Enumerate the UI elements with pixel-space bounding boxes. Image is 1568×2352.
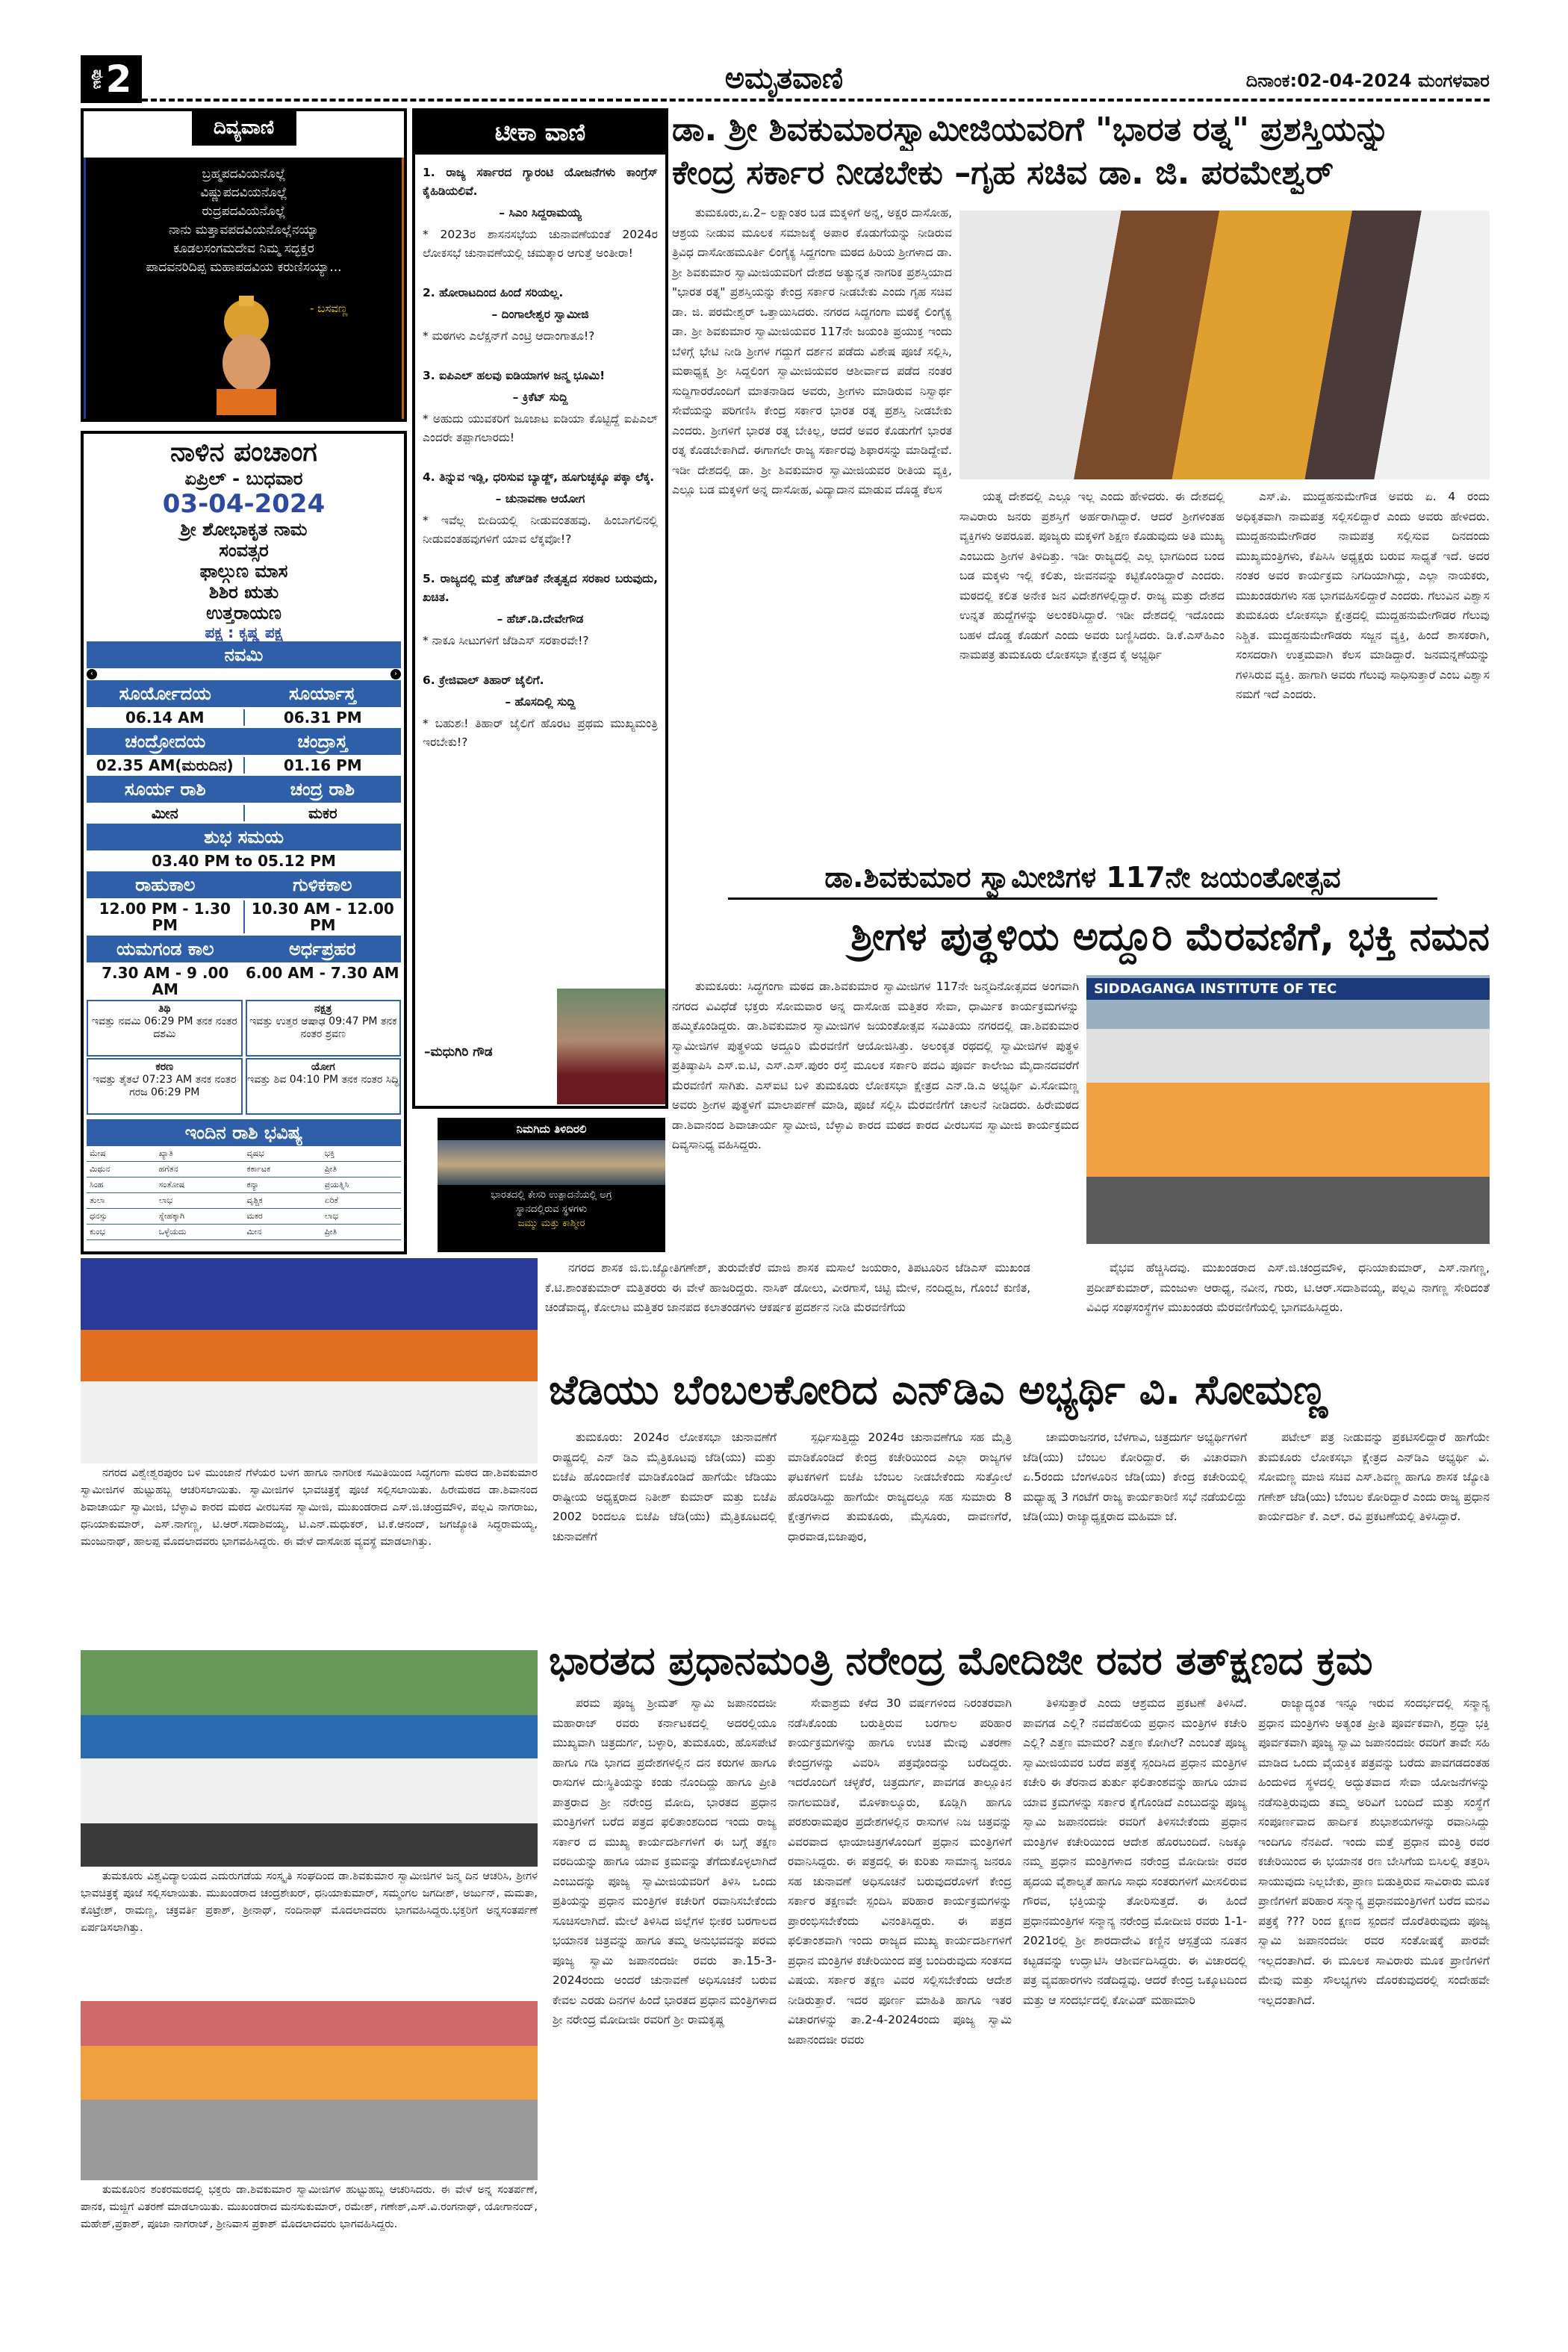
moonset-label: ಚಂದ್ರಾಸ್ತ <box>297 731 348 752</box>
teeka-quote: 4. ತಿನ್ನುವ ಇಡ್ಲಿ, ಧರಿಸುವ ಬ್ಯಾಡ್ಜ್, ಹೂಗುಚ್ಛಕ್ಕೂ ಪಕ್ಕಾ ಲೆಕ್ಕ. <box>423 470 655 484</box>
panchanga-date: 03-04-2024 <box>162 489 326 519</box>
gulika-time: 10.30 AM - 12.00 PM <box>251 900 394 934</box>
kashmir-lake-image <box>438 1140 665 1185</box>
paksha: ಪಕ್ಷ : ಕೃಷ್ಣ ಪಕ್ಷ <box>205 623 283 641</box>
article3-col4: ಪಟೇಲ್ ಪತ್ರ ನೀಡುವನ್ನು ಪ್ರಕಟಿಸಲಿದ್ದಾರೆ ಹಾಗೆಯೇ ತುಮಕೂರು ಲೋಕಸಭಾ ಕ್ಷೇತ್ರದ ಎನ್‌ಡಿಎ ಅಭ್ಯರ್ಥಿ ವಿ. ಸೋಮಣ್ಣ ಮಾಜಿ ಸಚಿವ ಎಸ್.ಶಿವಣ್ಣ ಹಾಗೂ ಶಾಸಕ ಜ್ಯೋತಿ ಗಣೇಶ್ ಜೆಡಿ(ಯು) ಬೆಂಬಲ ಕೋರಿದ್ದಾರೆ ಎಂದು ರಾಜ್ಯ ಪ್ರಧಾನ ಕಾರ್ಯದರ್ಶಿ ಕೆ. ಎಲ್. ರವಿ ಪ್ರಕಟಣೆಯಲ್ಲಿ ತಿಳಿಸಿದ್ದಾರೆ. <box>1258 1431 1490 1523</box>
rashi-prediction: ಪ್ರಯತ್ನಿಸಿ <box>322 1177 401 1193</box>
nimagidu-title: ನಿಮಗಿದು ತಿಳಿದಿರಲಿ <box>516 1122 587 1136</box>
teeka-quote: 6. ಕ್ರೇಜಿವಾಲ್ ತಿಹಾರ್ ಜೈಲಿಗೆ. <box>423 673 544 687</box>
teeka-quote: 2. ಹೋರಾಟದಿಂದ ಹಿಂದೆ ಸರಿಯಲ್ಲ. <box>423 286 564 299</box>
article4-col2: ಸೇವಾಶ್ರಮ ಕಳೆದ 30 ವರ್ಷಗಳಿಂದ ನಿರಂತರವಾಗಿ ನಡೆಸಿಕೊಂಡು ಬರುತ್ತಿರುವ ಬರಗಾಲ ಪರಿಹಾರ ಕಾರ್ಯಕ್ರಮಗಳನ್ನು ಹಾಗೂ ಉಚಿತ ಮೇವು ವಿತರಣಾ ಕೇಂದ್ರಗಳನ್ನು ವಿವರಿಸಿ ಪತ್ರವೊಂದನ್ನು ಬರೆದಿದ್ದರು. ಇದರೊಂದಿಗೆ ಚಳ್ಳಕೆರೆ, ಚಿತ್ರದುರ್ಗ, ಪಾವಗಡ ತಾಲ್ಲೂಕಿನ ನಾಗಲಮಡಿಕೆ, ಮೊಳಕಾಲ್ಮೂರು, ಕೂಡ್ಲಿಗಿ ಹಾಗೂ ಪರಶುರಾಮಪುರ ಪ್ರದೇಶಗಳಲ್ಲಿನ ರಾಸುಗಳ ನಿಜ ಚಿತ್ರವನ್ನು ವಿವರವಾದ ಛಾಯಾಚಿತ್ರಗಳೊಂದಿಗೆ ಪ್ರಧಾನ ಮಂತ್ರಿಗಳಿಗೆ ರವಾನಿಸಿದ್ದರು. ಈ ಪತ್ರದಲ್ಲಿ ಈ ಕುರಿತು ಸಾಮಾನ್ಯ ಜನರೂ ಸಹ ಚುನಾವಣೆ ಅಧಿಸೂಚನೆ ಬರುವುದರೊಳಗೆ ಕೇಂದ್ರ ಸರ್ಕಾರ ತಕ್ಷಣವೇ ಸ್ಪಂದಿಸಿ ಪರಿಹಾರ ಕಾರ್ಯಕ್ರಮಗಳನ್ನು ಪ್ರಾರಂಭಿಸಬೇಕೆಂದು ವಿನಂತಿಸಿದ್ದರು. ಈ ಪತ್ರದ ಫಲಿತಾಂಶವಾಗಿ ಇಂದು ರಾಜ್ಯದ ಮುಖ್ಯ ಕಾರ್ಯದರ್ಶಿಗಳಿಗೆ ಪ್ರಧಾನ ಮಂತ್ರಿಗಳ ಕಚೇರಿಯಿಂದ ಪತ್ರ ಬಂದಿರುವುದು ಸಂತಸದ ವಿಷಯ. ಸರ್ಕಾರ ತಕ್ಷಣ ವಿವರ ಸಲ್ಲಿಸಬೇಕೆಂದು ಆದೇಶ ನೀಡಿರುತ್ತಾರೆ. ಇದರ ಪೂರ್ಣ ಮಾಹಿತಿ ಹಾಗೂ ಇತರ ವಿಚಾರಗಳನ್ನು ತಾ.2-4-2024ರಂದು ಪೂಜ್ಯ ಸ್ವಾಮಿ ಜಪಾನಂದಜೀ ರವರು <box>788 1696 1012 2047</box>
teeka-source: – ಹೆಚ್.ಡಿ.ದೇವೇಗೌಡ <box>497 612 584 626</box>
shubha-label: ಶುಭ ಸಮಯ <box>87 824 401 850</box>
teeka-source: – ಸಿಎಂ ಸಿದ್ದರಾಮಯ್ಯ <box>499 206 582 220</box>
article4-col4: ರಾಜ್ಯಾದ್ಯಂತ ಇನ್ನೂ ಇರುವ ಸಂದರ್ಭದಲ್ಲಿ ಸನ್ಮಾನ್ಯ ಪ್ರಧಾನ ಮಂತ್ರಿಗಳು ಅತ್ಯಂತ ಪ್ರೀತಿ ಪೂರ್ವಕವಾಗಿ, ಶ್ರದ್ಧಾ ಭಕ್ತಿ ಪೂರ್ವಕವಾಗಿ ಪೂಜ್ಯ ಸ್ವಾಮಿ ಜಪಾನಂದಜೀ ರವರಿಗೆ ತಾವೇ ಸಹಿ ಮಾಡಿದ ಒಂದು ವೈಯಕ್ತಿಕ ಪತ್ರವನ್ನು ಬರೆದು ಪಾವಗಡದಂತಹ ಹಿಂದುಳಿದ ಸ್ಥಳದಲ್ಲಿ ಅದ್ಭುತವಾದ ಸೇವಾ ಯೋಜನೆಗಳನ್ನು ನಡೆಸುತ್ತಿರುವುದು ತಮ್ಮ ಅರಿವಿಗೆ ಬಂದಿದೆ ಮತ್ತು ಸಂಸ್ಥೆಗೆ ಸಂಪೂರ್ಣವಾದ ಹಾರ್ದಿಕ ಶುಭಾಶಯಗಳನ್ನು ರವಾನಿಸಿದ್ದು ಇಂದಿಗೂ ನೆನಪಿದೆ. ಇಂದು ಮತ್ತೆ ಪ್ರಧಾನ ಮಂತ್ರಿ ರವರ ಕಚೇರಿಯಿಂದ ಈ ಭಯಾನಕ ರಣ ಬೇಸಿಗೆಯ ಬಿಸಿಲಲ್ಲಿ ತತ್ತರಿಸಿ ಸಾಯುವುದು ನಿಲ್ಲಬೇಕು, ಪ್ರಾಣ ಬಿಡುತ್ತಿರುವ ಸಾವಿರಾರು ಮೂಕ ಪ್ರಾಣಿಗಳಿಗೆ ಪರಿಹಾರ ಸನ್ಮಾನ್ಯ ಪ್ರಧಾನಮಂತ್ರಿಗಳಿಗೆ ಬರೆದ ಮನವಿ ಪತ್ರಕ್ಕೆ ??? ರಿಂದ ಕ್ಷಣದ ಸ್ಪಂದನೆ ದೊರೆತಿರುವುದು ಪೂಜ್ಯ ಸ್ವಾಮಿ ಜಪಾನಂದಜೀ ರವರ ಸಂತೋಷಕ್ಕೆ ಪಾರವೇ ಇಲ್ಲದಂತಾಗಿದೆ. ಈ ಮೂಲಕ ಸಾವಿರಾರು ಮೂಕ ಪ್ರಾಣಿಗಳಿಗೆ ಮೇವು ಮತ್ತು ಸೌಲಭ್ಯಗಳು ದೊರಕುವುದರಲ್ಲಿ ಸಂದೇಹವೇ ಇಲ್ಲದಂತಾಗಿದೆ. <box>1258 1696 1490 2007</box>
chandra-rashi-label: ಚಂದ್ರ ರಾಶಿ <box>290 779 355 800</box>
divyavani-quote <box>84 158 404 419</box>
moonrise-time: 02.35 AM(ಮರುದಿನ) <box>87 757 245 774</box>
teeka-quote: 5. ರಾಜ್ಯದಲ್ಲಿ ಮತ್ತೆ ಹೆಚ್‌ಡಿಕೆ ನೇತೃತ್ವದ ಸರಕಾರ ಬರುವುದು, ಖಚಿತ. <box>423 572 658 604</box>
nimagidu-line: ಭಾರತದಲ್ಲಿ ಕೇಸರಿ ಉತ್ಪಾದನೆಯಲ್ಲಿ ಅಗ್ರ <box>491 1189 612 1201</box>
rashi-sign: ವೃಷಭ <box>244 1146 322 1162</box>
rahu-time: 12.00 PM - 1.30 PM <box>87 900 245 933</box>
rashi-sign: ಮಕರ <box>244 1209 322 1225</box>
article1-headline-line1: ಡಾ. ಶ್ರೀ ಶಿವಕುಮಾರಸ್ವಾಮೀಜಿಯವರಿಗೆ "ಭಾರತ ರತ್ನ" ಪ್ರಶಸ್ತಿಯನ್ನು <box>672 111 1390 149</box>
karana-title: ಕರಣ <box>155 1061 174 1073</box>
rashi-prediction: ಸ್ನೇಹಕ್ಕಾಗಿ <box>156 1209 244 1225</box>
yama-time: 7.30 AM - 9 .00 AM <box>102 964 229 998</box>
gulika-label: ಗುಳಿಕಕಾಲ <box>293 874 352 895</box>
article2-col1: ತುಮಕೂರು: ಸಿದ್ಧಗಂಗಾ ಮಠದ ಡಾ.ಶಿವಕುಮಾರ ಸ್ವಾಮೀಜಿಗಳ 117ನೇ ಜನ್ಮದಿನೋತ್ಸವದ ಅಂಗವಾಗಿ ನಗರದ ವಿವಿಧೆಡೆ ಭಕ್ತರು ಸೋಮವಾರ ಅನ್ನ ದಾಸೋಹ ಮತ್ತಿತರ ಸೇವಾ, ಧಾರ್ಮಿಕ ಕಾರ್ಯಕ್ರಮಗಳನ್ನು ಹಮ್ಮಿಕೊಂಡಿದ್ದರು. ಡಾ.ಶಿವಕುಮಾರ ಸ್ವಾಮೀಜಿಗಳ ಜಯಂತೋತ್ಸವ ಸಮಿತಿಯು ನಗರದಲ್ಲಿ ಡಾ.ಶಿವಕುಮಾರ ಸ್ವಾಮೀಜಿಗಳ ಪುತ್ಥಳಿಯ ಅದ್ದೂರಿ ಮೆರವಣಿಗೆ ಆಯೋಜಿಸಿತ್ತು. ಅಲಂಕೃತ ರಥದಲ್ಲಿ ಸ್ವಾಮೀಜಿಗಳ ಪುತ್ಥಳಿ ಪ್ರತಿಷ್ಠಾಪಿಸಿ ಎಸ್.ಐ.ಟಿ, ಎಸ್.ಎಸ್.ಪುರಂ ರಸ್ತೆ ಮೂಲಕ ಸರ್ಕಾರಿ ಪದವಿ ಪೂರ್ವ ಕಾಲೇಜು ಮೈದಾನದವರೆಗೆ ಮೆರವಣಿಗೆ ಸಾಗಿತು. ಎಸ್‌ಐಟಿ ಬಳಿ ತುಮಕೂರು ಲೋಕಸಭಾ ಕ್ಷೇತ್ರದ ಎನ್.ಡಿ.ಎ ಅಭ್ಯರ್ಥಿ ವಿ.ಸೋಮಣ್ಣ ಅವರು ಶ್ರೀಗಳ ಪುತ್ಥಳಿಗೆ ಮಾಲಾರ್ಪಣೆ ಮಾಡಿ, ಪೂಜೆ ಸಲ್ಲಿಸಿ ಮೆರವಣಿಗೆಗೆ ಚಾಲನೆ ನೀಡಿದರು. ಹಿರೇಮಠದ ಡಾ.ಶಿವಾನಂದ ಶಿವಾಚಾರ್ಯ ಸ್ವಾಮೀಜಿ, ಬೆಳ್ಳಾವಿ ಕಾರದ ಮಠದ ಕಾರದ ವೀರಬಸವ ಸ್ವಾಮೀಜಿ ಕಾರ್ಯಕ್ರಮದ ದಿವ್ಯಸಾನಿಧ್ಯ ವಹಿಸಿದ್ದರು. <box>672 980 1079 1151</box>
rashi-sign: ಮೀನ <box>244 1225 322 1240</box>
rashi-prediction: ಹಗೆತನ <box>156 1162 244 1177</box>
rashi-sign: ಮೇಷ <box>87 1146 156 1162</box>
yoga-title: ಯೋಗ <box>311 1061 335 1073</box>
article4-col3: ತಿಳಿಸುತ್ತಾರೆ ಎಂದು ಆಶ್ರಮದ ಪ್ರಕಟಣೆ ತಿಳಿಸಿದೆ. ಪಾವಗಡ ಎಲ್ಲಿ? ನವದೆಹಲಿಯ ಪ್ರಧಾನ ಮಂತ್ರಿಗಳ ಕಚೇರಿ ಎಲ್ಲಿ? ಎತ್ತಣ ಮಾಮರ? ಎತ್ತಣ ಕೋಗಿಲೆ? ಎಂಬಂತೆ ಪೂಜ್ಯ ಸ್ವಾಮೀಜಿಯವರ ಬರೆದ ಪತ್ರಕ್ಕೆ ಸ್ಪಂದಿಸಿದ ಪ್ರಧಾನ ಮಂತ್ರಿಗಳ ಕಚೇರಿ ಈ ತೆರನಾದ ತುರ್ತು ಫಲಿತಾಂಶವನ್ನು ಹಾಗೂ ಯಾವ ಯಾವ ಕ್ರಮಗಳನ್ನು ಸರ್ಕಾರ ಕೈಗೊಂಡಿದೆ ಎಂಬುದನ್ನು ಪೂಜ್ಯ ಸ್ವಾಮಿ ಜಪಾನಂದಜೀ ರವರಿಗೆ ತಿಳಿಸಬೇಕೆಂದು ಪ್ರಧಾನ ಮಂತ್ರಿಗಳ ಕಚೇರಿಯಿಂದ ಆದೇಶ ಹೊರಬಂದಿದೆ. ನಿಜಕ್ಕೂ ನಮ್ಮ ಪ್ರಧಾನ ಮಂತ್ರಿಗಳಾದ ನರೇಂದ್ರ ಮೋದೀಜೀ ರವರ ಹೃದಯ ವೈಶಾಲ್ಯತೆ ಹಾಗೂ ಸಾಧು ಸಂತರುಗಳಿಗೆ ಮೀಸಲಿರುವ ಗೌರವ, ಭಕ್ತಿಯನ್ನು ತೋರಿಸುತ್ತದೆ. ಈ ಹಿಂದೆ ಪ್ರಧಾನಮಂತ್ರಿಗಳ ಸನ್ಮಾನ್ಯ ನರೇಂದ್ರ ಮೋದೀಜಿ ರವರು 1-1-2021ರಲ್ಲಿ ಶ್ರೀ ಶಾರದಾದೇವಿ ಕಣ್ಣಿನ ಆಸ್ಪತ್ರೆಯ ನೂತನ ಕಟ್ಟಡವನ್ನು ಉದ್ಘಾಟಿಸಿ ಆಶೀರ್ವದಿಸಿದ್ದರು. ಈ ವಿಚಾರದಲ್ಲಿ ಪತ್ರ ವ್ಯವಹಾರಗಳು ನಡೆದಿದ್ದವು. ಆದರೆ ಕೇಂದ್ರ ಒಕ್ಕೂಟದಿಂದ ಮತ್ತು ಆ ಸಂದರ್ಭದಲ್ಲಿ ಕೋವಿಡ್ ಮಹಾಮಾರಿ <box>1023 1696 1247 2007</box>
table-row <box>87 1162 401 1177</box>
tithi-title: ತಿಥಿ <box>158 1003 171 1015</box>
sunset-label: ಸೂರ್ಯಾಸ್ತ <box>289 683 356 704</box>
header-divider <box>142 99 1490 102</box>
teeka-quote: 1. ರಾಜ್ಯ ಸರ್ಕಾರದ ಗ್ಯಾರಂಟಿ ಯೋಜನೆಗಳು ಕಾಂಗ್ರೆಸ್ ಕೈಹಿಡಿಯಲಿವೆ. <box>423 166 658 198</box>
panchanga-month-day: ಏಪ್ರಿಲ್ - ಬುಧವಾರ <box>184 468 303 489</box>
teeka-quote: 3. ಐಪಿಎಲ್ ಹಲವು ಐಡಿಯಾಗಳ ಜನ್ಮ ಭೂಮಿ! <box>423 369 606 382</box>
rashi-prediction: ಭಕ್ತಿ <box>322 1146 401 1162</box>
table-row <box>87 1193 401 1209</box>
sunrise-label: ಸೂರ್ಯೋದಯ <box>119 683 211 704</box>
rashi-sign: ತುಲಾ <box>87 1193 156 1209</box>
article4-headline: ಭಾರತದ ಪ್ರಧಾನಮಂತ್ರಿ ನರೇಂದ್ರ ಮೋದಿಜೀ ರವರ ತತ್‌ಕ್ಷಣದ ಕ್ರಮ <box>549 1639 1373 1684</box>
ritu: ಶಿಶಿರ ಋತು <box>208 582 279 603</box>
nakshatra-text: ಇವತ್ತು ಉತ್ತರ ಆಷಾಢ 09:47 PM ತನಕ ನಂತರ ಶ್ರವಣ <box>249 1015 397 1040</box>
article3-headline: ಜೆಡಿಯು ಬೆಂಬಲಕೋರಿದ ಎನ್‌ಡಿಎ ಅಭ್ಯರ್ಥಿ ವಿ. ಸೋಮಣ್ಣ <box>549 1366 1328 1413</box>
quote-line: ಪಾದವನರಿದಿಪ್ಪ ಮಹಾಪದವಿಯ ಕರುಣಿಸಯ್ಯಾ... <box>146 260 342 275</box>
teeka-comment: * 2023ರ ಶಾಸನಸಭೆಯ ಚುನಾವಣೆಯಂತೆ 2024ರ ಲೋಕಸಭೆ ಚುನಾವಣೆಯಲ್ಲಿ ಚಮತ್ಕಾರ ಆಗುತ್ತೆ ಅಂತೀರಾ! <box>423 228 658 260</box>
next-arrow-icon[interactable]: › <box>391 669 401 679</box>
tithi-bar: ನವಮಿ <box>87 641 401 668</box>
masthead: ಅಮೃತವಾಣಿ <box>724 61 844 96</box>
article1-col2: ಯತ್ನ ದೇಶದಲ್ಲಿ ಎಲ್ಲೂ ಇಲ್ಲ ಎಂದು ಹೇಳಿದರು. ಈ ದೇಶದಲ್ಲಿ ಸಾವಿರಾರು ಜನರು ಪ್ರಶಸ್ತಿಗೆ ಅರ್ಹರಾಗಿದ್ದಾರೆ. ಆದರೆ ಶ್ರೀಗಳಂತಹ ವ್ಯಕ್ತಿಗಳು ಅಪರೂಪ. ಪೂಜ್ಯರು ಮಕ್ಕಳಿಗೆ ಶಿಕ್ಷಣ ಕೊಡುವುದು ಅತಿ ಮುಖ್ಯ ಎಂಬುದು ಶ್ರೀಗಳ ತಿಳಿದಿತ್ತು. ಇಡೀ ರಾಜ್ಯದಲ್ಲಿ ಎಲ್ಲ ಭಾಗದಿಂದ ಬಂದ ಬಡ ಮಕ್ಕಳು ಇಲ್ಲಿ ಕಲಿತು, ಜೀವನವನ್ನು ಕಟ್ಟಿಕೊಂಡಿದ್ದಾರೆ ಎಂದರು. ಮಠದಲ್ಲಿ ಕಲಿತ ಅನೇಕ ಜನ ವಿದೇಶಗಳಲ್ಲಿದ್ದಾರೆ. ರಾಜ್ಯ ಮತ್ತು ದೇಶದ ಉನ್ನತ ಹುದ್ದೆಗಳನ್ನು ಅಲಂಕರಿಸಿದ್ದಾರೆ. ಇಡೀ ದೇಶದಲ್ಲಿ ಇದೊಂದು ಬಹಳ ದೊಡ್ಡ ಕೊಡುಗೆ ಎಂದು ಅವರು ಬಣ್ಣಿಸಿದರು. ಡಿ.ಕೆ.ಎಸ್‌ಹಿಎಂ ನಾಮಪತ್ರ ತುಮಕೂರು ಲೋಕಸಭಾ ಕ್ಷೇತ್ರದ ಕೈ ಅಭ್ಯರ್ಥಿ <box>959 490 1225 662</box>
rashi-sign: ಧನಸ್ಸು <box>87 1209 156 1225</box>
birthday-celebration-photo-2 <box>81 1650 538 1867</box>
page-number: 2 <box>105 57 132 101</box>
teeka-source: – ಹೊಸದಿಲ್ಲಿ ಸುದ್ದಿ <box>505 695 576 709</box>
quote-line: ಕೂಡಲಸಂಗಮದೇವ ನಿಮ್ಮ ಸದ್ಭಕ್ತರ <box>173 241 314 256</box>
quote-line: ಬ್ರಹ್ಮಪದವಿಯನೊಲ್ಲೆ <box>202 167 286 181</box>
article3-col2: ಸ್ಪರ್ಧಿಸುತ್ತಿದ್ದು 2024ರ ಚುನಾವಣೆಗೂ ಸಹ ಮೈತ್ರಿ ಮಾಡಿಕೊಂಡಿದೆ ಕೇಂದ್ರ ಕಚೇರಿಯಿಂದ ಎಲ್ಲಾ ರಾಜ್ಯಗಳ ಘಟಕಗಳಿಗೆ ಬಿಜೆಪಿ ಬೆಂಬಲ ನೀಡಬೇಕೆಂದು ಸುತ್ತೋಲೆ ಹೊರಡಿಸಿದ್ದು ಹಾಗೆಯೇ ರಾಜ್ಯದಲ್ಲೂ ಸಹ ಸುಮಾರು 8 ಕ್ಷೇತ್ರಗಳಾದ ತುಮಕೂರು, ಮೈಸೂರು, ದಾವಣಗೆರೆ, ಧಾರವಾಡ,ಬಿಜಾಪುರ, <box>788 1431 1012 1543</box>
basavanna-illustration <box>198 296 295 415</box>
teeka-comment: * ಅಹುದು ಯುವಕರಿಗೆ ಜೂಜಾಟ ಐಡಿಯಾ ಕೊಟ್ಟಿದ್ದೆ ಐಪಿಎಲ್ ಎಂದರೇ ತಪ್ಪಾಗಲಾರದು! <box>423 412 658 444</box>
teeka-vani-title: ಟೀಕಾ ವಾಣಿ <box>415 111 665 155</box>
table-row <box>87 1146 401 1162</box>
photo-caption-3: ತುಮಕೂರಿನ ಶಂಕರಮಠದಲ್ಲಿ ಭಕ್ತರು ಡಾ.ಶಿವಕುಮಾರ ಸ್ವಾಮೀಜಿಗಳ ಹುಟ್ಟುಹಬ್ಬ ಆಚರಿಸಿದರು. ಈ ವೇಳೆ ಅನ್ನ ಸಂತರ್ಪಣೆ, ಪಾನಕ, ಮಜ್ಜಿಗೆ ವಿತರಣೆ ಮಾಡಲಾಯಿತು. ಮುಖಂಡರಾದ ಮನಸುಕುಮಾರ್, ರಮೇಶ್, ಗಣೇಶ್,ಎಸ್.ವಿ.ರಂಗನಾಥ್, ಯೋಗಾನಂದ್, ಮಹೇಶ್,ಪ್ರಕಾಶ್, ಪೂಜಾ ನಾಗರಾಜ್, ಶ್ರೀನಿವಾಸ ಪ್ರಕಾಶ್ ಮೊದಲಾದವರು ಭಾಗವಹಿಸಿದ್ದರು. <box>81 2184 538 2230</box>
rashi-prediction: ಪ್ರೀತಿ <box>322 1225 401 1240</box>
karana-text: ಇವತ್ತು ತೈತಲೆ 07:23 AM ತನಕ ನಂತರ ಗರಜ 06:29 PM <box>93 1074 237 1098</box>
surya-rashi-label: ಸೂರ್ಯ ರಾಶಿ <box>124 779 206 800</box>
ardha-time: 6.00 AM - 7.30 AM <box>245 964 399 982</box>
annadasoha-photo <box>81 2001 538 2180</box>
article2-col2: ವೈಭವ ಹೆಚ್ಚಿಸಿದವು. ಮುಖಂಡರಾದ ಎಸ್.ಜಿ.ಚಂದ್ರಮೌಳಿ, ಧನಿಯಾಕುಮಾರ್, ಎಸ್.ನಾಗಣ್ಣ, ಪ್ರದೀಪ್‌ಕುಮಾರ್, ಮಂಜುಳಾ ಆರಾಧ್ಯ, ನವೀನ, ಗುರು, ಟಿ.ಆರ್.ಸದಾಶಿವಯ್ಯ, ಪಲ್ಲವಿ ನಾಗಣ್ಣ ಸೇರಿದಂತೆ ವಿವಿಧ ಸಂಘಸಂಸ್ಥೆಗಳ ಮುಖಂಡರು ಮೆರವಣಿಗೆಯಲ್ಲಿ ಭಾಗವಹಿಸಿದ್ದರು. <box>1086 1261 1490 1314</box>
photo-caption-1: ನಗರದ ವಿಶ್ವೇಶ್ವರಪುರಂ ಬಳಿ ಮುಂಜಾನೆ ಗೆಳೆಯರ ಬಳಗ ಹಾಗೂ ನಾಗರೀಕ ಸಮಿತಿಯಿಂದ ಸಿದ್ಧಗಂಗಾ ಮಠದ ಡಾ.ಶಿವಕುಮಾರ ಸ್ವಾಮೀಜಿಗಳ ಹುಟ್ಟುಹಬ್ಬ ಆಚರಿಸಲಾಯಿತು. ಸ್ವಾಮೀಜಿಗಳ ಭಾವಚಿತ್ರಕ್ಕೆ ಪೂಜೆ ಸಲ್ಲಿಸಲಾಯಿತು. ಹಿರೇಮಠದ ಡಾ.ಶಿವಾನಂದ ಶಿವಾಚಾರ್ಯ ಸ್ವಾಮೀಜಿ, ಬೆಳ್ಳಾವಿ ಕಾರದ ಮಠದ ವೀರಬಸವ ಸ್ವಾಮೀಜಿ, ಮುಖಂಡರಾದ ಎಸ್.ಜಿ.ಚಂದ್ರಮೌಳಿ, ಪಲ್ಲವಿ ನಾಗರಾಜು, ಧನಿಯಾಕುಮಾರ್, ಎಸ್.ನಾಗಣ್ಣ, ಟಿ.ಆರ್.ಸದಾಶಿವಯ್ಯ, ಟಿ.ಎನ್.ಮಧುಕರ್, ಟಿ.ಕೆ.ಆನಂದ್, ಜಗಜ್ಯೋತಿ ಸಿದ್ಧರಾಮಯ್ಯ, ಮಂಜುನಾಥ್, ಹಾಲಪ್ಪ ಮೊದಲಾದವರು ಭಾಗವಹಿಸಿದ್ದರು. ಈ ವೇಳೆ ದಾಸೋಹ ವ್ಯವಸ್ಥೆ ಮಾಡಲಾಗಿತ್ತು. <box>81 1467 538 1548</box>
moonset-time: 01.16 PM <box>283 756 362 774</box>
chandra-rashi: ಮಕರ <box>308 804 337 822</box>
rashi-prediction: ಲಾಭ <box>156 1193 244 1209</box>
surya-rashi: ಮೀನ <box>87 805 245 821</box>
yama-label: ಯಮಗಂಡ ಕಾಲ <box>116 939 214 959</box>
nakshatra-title: ನಕ್ಷತ್ರ <box>314 1003 332 1015</box>
prev-arrow-icon[interactable]: ‹ <box>87 669 97 679</box>
panchanga-box <box>81 431 407 1254</box>
rashi-sign: ಕುಂಭ <box>87 1225 156 1240</box>
teeka-comment: * ನಾಕೂ ಸೀಟುಗಳಿಗೆ ಜೆಡಿಎಸ್ ಸರಕಾರವೇ!? <box>423 634 589 647</box>
teeka-vani-box <box>412 108 668 1109</box>
rashi-prediction: ಒಳ್ಳೆಯದು <box>156 1225 244 1240</box>
photo-caption-2: ತುಮಕೂರು ವಿಶ್ವವಿದ್ಯಾಲಯದ ಎದುರುಗಡೆಯ ಸಂಸ್ಕೃತಿ ಸಂಘದಿಂದ ಡಾ.ಶಿವಕುಮಾರ ಸ್ವಾಮೀಜಿಗಳ ಜನ್ಮ ದಿನ ಆಚರಿಸಿ, ಶ್ರೀಗಳ ಭಾವಚಿತ್ರಕ್ಕೆ ಪೂಜೆ ಸಲ್ಲಿಸಲಾಯಿತು. ಮುಖಂಡರಾದ ಚಂದ್ರಶೇಖರ್, ಧನಿಯಾಕುಮಾರ್, ಸಮ್ಮಂಗಲ ಜಗದೀಶ್, ಅರ್ಜುನ್, ಮಮತಾ, ಕೊಟ್ರೇಶ್, ರಾಮಣ್ಣ, ಚಕ್ರವರ್ತಿ ಪ್ರಕಾಶ್, ಶ್ರೀನಾಥ್, ನಂದಿನಾಥ್ ಮೊದಲಾದವರು ಭಾಗವಹಿಸಿದ್ದರು.ಭಕ್ತರಿಗೆ ಅನ್ನಸಂತರ್ಪಣೆ ಏರ್ಪಡಿಸಲಾಗಿತ್ತು. <box>81 1870 538 1934</box>
table-row <box>87 1225 401 1240</box>
rashi-prediction: ಪ್ರೀತಿ <box>322 1162 401 1177</box>
teeka-source: – ದಿಂಗಾಲೇಶ್ವರ ಸ್ವಾಮೀಜಿ <box>491 308 589 321</box>
teeka-comment: * ಇವೆಲ್ಲ ಬೀದಿಯಲ್ಲಿ ನೀಡುವಂತಹವು. ಹಿಂಬಾಗಲಿನಲ್ಲಿ ನೀಡುವಂತಹವುಗಳಿಗೆ ಯಾವ ಲೆಕ್ಕವೋ!? <box>423 514 658 546</box>
nimagidu-box <box>438 1118 665 1252</box>
teeka-author: –ಮಧುಗಿರಿ ಗೌಡ <box>424 1045 493 1060</box>
masa: ಫಾಲ್ಗುಣ ಮಾಸ <box>199 561 288 582</box>
teeka-source: – ಕ್ರಿಕೆಟ್ ಸುದ್ದಿ <box>512 391 568 404</box>
ayana: ಉತ್ತರಾಯಣ <box>206 603 281 623</box>
article2-headline: ಶ್ರೀಗಳ ಪುತ್ಥಳಿಯ ಅದ್ದೂರಿ ಮೆರವಣಿಗೆ, ಭಕ್ತಿ ನಮನ <box>850 915 1490 959</box>
rashi-prediction: ಲಾಭ <box>322 1209 401 1225</box>
table-row <box>87 1209 401 1225</box>
article2-kicker: ಡಾ.ಶಿವಕುಮಾರ ಸ್ವಾಮೀಜಿಗಳ 117ನೇ ಜಯಂತೋತ್ಸವ <box>728 857 1437 900</box>
panchanga-title: ನಾಳಿನ ಪಂಚಾಂಗ <box>170 437 317 467</box>
article3-col1: ತುಮಕೂರು: 2024ರ ಲೋಕಸಭಾ ಚುನಾವಣೆಗೆ ರಾಷ್ಟ್ರದಲ್ಲಿ ಎನ್ ಡಿಎ ಮೈತ್ರಿಕೂಟವು ಜೆಡಿ(ಯು) ಮತ್ತು ಬಿಜೆಪಿ ಹೊಂದಾಣಿಕೆ ಮಾಡಿಕೊಂಡಿದೆ ಹಾಗೆಯೇ ಜೆಡಿಯು ರಾಷ್ಟೀಯ ಅಧ್ಯಕ್ಷರಾದ ನಿತೀಶ್ ಕುಮಾರ್ ಮತ್ತು ಬಿಜೆಪಿ 2002 ರಿಂದಲೂ ಬಿಜೆಪಿ ಜೆಡಿ(ಯು) ಮೈತ್ರಿಕೂಟದಲ್ಲಿ ಚುನಾವಣೆಗೆ <box>553 1431 777 1543</box>
quote-line: ವಿಷ್ಣುಪದವಿಯನೊಲ್ಲೆ <box>200 185 287 200</box>
procession-photo: SIDDAGANGA INSTITUTE OF TEC <box>1086 975 1490 1244</box>
rahu-label: ರಾಹುಕಾಲ <box>135 874 196 895</box>
samvatsara-label: ಸಂವತ್ಸರ <box>219 540 269 561</box>
quote-line: ರುದ್ರಪದವಿಯನೊಲ್ಲೆ <box>202 204 286 219</box>
issue-date: ದಿನಾಂಕ:02-04-2024 ಮಂಗಳವಾರ <box>1245 70 1490 91</box>
article2-col-wide: ನಗರದ ಶಾಸಕ ಜಿ.ಬಿ.ಜ್ಯೋತಿಗಣೇಶ್, ತುರುವೇಕೆರೆ ಮಾಜಿ ಶಾಸಕ ಮಸಾಲೆ ಜಯರಾಂ, ತಿಪಟೂರಿನ ಜೆಡಿಎಸ್ ಮುಖಂಡ ಕೆ.ಟಿ.ಶಾಂತಕುಮಾರ್ ಮತ್ತಿತರರು ಈ ವೇಳೆ ಹಾಜರಿದ್ದರು. ನಾಸಿಕ್ ಡೋಲು, ವೀರಗಾಸೆ, ಚಿಟ್ಟಿ ಮೇಳ, ನಂದಿಧ್ವಜ, ಗೊಂಬೆ ಕುಣಿತ, ಚಂಡೆವಾದ್ಯ, ಕೋಲಾಟ ಮತ್ತಿತರ ಜಾನಪದ ಕಲಾತಂಡಗಳು ಆಕರ್ಷಕ ಪ್ರದರ್ಶನ ನೀಡಿ ಮೆರವಣಿಗೆಯ <box>545 1261 1030 1314</box>
quote-author: - ಬಸವಣ್ಣ <box>310 302 348 315</box>
moonrise-label: ಚಂದ್ರೋದಯ <box>125 731 206 752</box>
ardha-label: ಅರ್ಧಪ್ರಹರ <box>288 939 356 959</box>
nimagidu-answer: ಜಮ್ಮು ಮತ್ತು ಕಾಶ್ಮೀರ <box>517 1218 585 1229</box>
rashi-prediction: ಖ್ಯಾತಿ <box>156 1146 244 1162</box>
teeka-source: – ಚುನಾವಣಾ ಆಯೋಗ <box>495 492 585 505</box>
rashi-table <box>87 1146 401 1240</box>
nimagidu-line: ಸ್ಥಾನದಲ್ಲಿರುವ ಸ್ಥಳಗಳು <box>515 1204 588 1215</box>
tithi-text: ಇವತ್ತು ನವಮಿ 06:29 PM ತನಕ ನಂತರ ದಶಮಿ <box>91 1015 237 1040</box>
table-row <box>87 1177 401 1193</box>
divyavani-title: ದಿವ್ಯವಾಣಿ <box>192 111 296 146</box>
article4-col1: ಪರಮ ಪೂಜ್ಯ ಶ್ರೀಮತ್ ಸ್ವಾಮಿ ಜಪಾನಂದಜೀ ಮಹಾರಾಜ್ ರವರು ಕರ್ನಾಟಕದಲ್ಲಿ ಅದರಲ್ಲಿಯೂ ಮುಖ್ಯವಾಗಿ ಚಿತ್ರದುರ್ಗ, ಬಳ್ಳಾರಿ, ತುಮಕೂರು, ಹೊಸಪೇಟೆ ಹಾಗೂ ಗಡಿ ಭಾಗದ ಪ್ರದೇಶಗಳಲ್ಲಿನ ದನ ಕರುಗಳ ಹಾಗೂ ರಾಸುಗಳ ದುಃಸ್ಥಿತಿಯನ್ನು ಕಂಡು ನೊಂದಿದ್ದು ಹಾಗೂ ಪ್ರೀತಿ ಪಾತ್ರರಾದ ಶ್ರೀ ನರೇಂದ್ರ ಮೋದಿ, ಭಾರತದ ಪ್ರಧಾನ ಮಂತ್ರಿಗಳಿಗೆ ಬರೆದ ಪತ್ರದ ಫಲಿತಾಂಶದಿಂದ ಇಂದು ರಾಜ್ಯ ಸರ್ಕಾರ ದ ಮುಖ್ಯ ಕಾರ್ಯದರ್ಶಿಗಳಿಗೆ ಈ ಬಗ್ಗೆ ತಕ್ಷಣ ವರದಿಯನ್ನು ಹಾಗೂ ಯಾವ ಕ್ರಮವನ್ನು ತೆಗೆದುಕೊಳ್ಳಲಾಗಿದೆ ಎಂಬುದನ್ನು ಪೂಜ್ಯ ಸ್ವಾಮೀಜಿಯವರಿಗೆ ತಿಳಿಸಿ ಒಂದು ಪ್ರತಿಯನ್ನು ಪ್ರಧಾನ ಮಂತ್ರಿಗಳ ಕಚೇರಿಗೆ ರವಾನಿಸಬೇಕೆಂದು ಸೂಚಿಸಲಾಗಿದೆ. ಮೇಲೆ ತಿಳಿಸಿದ ಜಿಲ್ಲೆಗಳ ಭೀಕರ ಬರಗಾಲದ ಭಯಾನಕ ಚಿತ್ರವನ್ನು ಹಾಗೂ ತಮ್ಮ ಅನುಭವವನ್ನು ಪರಮ ಪೂಜ್ಯ ಸ್ವಾಮಿ ಜಪಾನಂದಜೀ ರವರು ತಾ.15-3-2024ರಂದು ಅಂದರೆ ಚುನಾವಣೆ ಅಧಿಸೂಚನೆ ಬರುವ ಕೇವಲ ಎರಡು ದಿನಗಳ ಹಿಂದೆ ಭಾರತದ ಪ್ರಧಾನ ಮಂತ್ರಿಗಳಾದ ಶ್ರೀ ನರೇಂದ್ರ ಮೋದೀಜೀ ರವರಿಗೆ ಶ್ರೀ ರಾಮಕೃಷ್ಣ <box>553 1696 777 2026</box>
samvatsara: ಶ್ರೀ ಶೋಭಾಕೃತ ನಾಮ <box>180 519 308 540</box>
sunset-time: 06.31 PM <box>283 709 362 727</box>
yoga-text: ಇವತ್ತು ಶಿವ 04:10 PM ತನಕ ನಂತರ ಸಿದ್ಧಿ <box>247 1074 399 1086</box>
article1-col1: ತುಮಕೂರು,ಏ.2– ಲಕ್ಷಾಂತರ ಬಡ ಮಕ್ಕಳಿಗೆ ಅನ್ನ, ಅಕ್ಷರ ದಾಸೋಹ, ಆಶ್ರಯ ನೀಡುವ ಮೂಲಕ ಸಮಾಜಕ್ಕೆ ಅಪಾರ ಕೊಡುಗೆಯನ್ನು ನೀಡಿರುವ ತ್ರಿವಿಧ ದಾಸೋಹಮೂರ್ತಿ ಲಿಂಗೈಕ್ಯ ಸಿದ್ದಗಂಗಾ ಮಠದ ಹಿರಿಯ ಶ್ರೀಗಳಾದ ಡಾ. ಶ್ರೀ ಶಿವಕುಮಾರ ಸ್ವಾಮೀಜಿಯವರಿಗೆ ದೇಶದ ಅತ್ಯುನ್ನತ ನಾಗರಿಕ ಪ್ರಶಸ್ತಿಯಾದ "ಭಾರತ ರತ್ನ" ಪ್ರಶಸ್ತಿಯನ್ನು ಕೇಂದ್ರ ಸರ್ಕಾರ ನೀಡಬೇಕು ಎಂದು ಗೃಹ ಸಚಿವ ಡಾ. ಜಿ. ಪರಮೇಶ್ವರ್ ಒತ್ತಾಯಿಸಿದರು. ನಗರದ ಸಿದ್ದಗಂಗಾ ಮಠಕ್ಕೆ ಲಿಂಗೈಕ್ಯ ಡಾ. ಶ್ರೀ ಶಿವಕುಮಾರ ಸ್ವಾಮೀಜಿಯವರ 117ನೇ ಜಯಂತಿ ಪ್ರಯುಕ್ತ ಇಂದು ಬೆಳಿಗ್ಗೆ ಭೇಟಿ ನೀಡಿ ಶ್ರೀಗಳ ಗದ್ದುಗೆ ದರ್ಶನ ಪಡೆದು ವಿಶೇಷ ಪೂಜೆ ಸಲ್ಲಿಸಿ, ಮಠಾಧ್ಯಕ್ಷ ಶ್ರೀ ಸಿದ್ದಲಿಂಗ ಸ್ವಾಮೀಜಿಯವರ ಆಶೀರ್ವಾದ ಪಡೆದ ನಂತರ ಸುದ್ದಿಗಾರರೊಂದಿಗೆ ಮಾತನಾಡಿದ ಅವರು, ಶ್ರೀಗಳು ಮಾಡಿರುವ ನಿಸ್ವಾರ್ಥ ಸೇವೆಯನ್ನು ಪರಿಗಣಿಸಿ ಕೇಂದ್ರ ಸರ್ಕಾರ ಭಾರತ ರತ್ನ ಪ್ರಶಸ್ತಿ ನೀಡಬೇಕು ಎಂದರು. ಶ್ರೀಗಳಿಗೆ ಭಾರತ ರತ್ನ ಬೇಕಿಲ್ಲ, ಆದರೆ ಅವರ ಕೊಡುಗೆಗೆ ಭಾರತ ರತ್ನ ಕೊಡಬೇಕಾಗಿದೆ. ಈಗಾಗಲೇ ರಾಜ್ಯ ಸರ್ಕಾರವು ಶಿಫಾರಸನ್ನು ಮಾಡಿದ್ದೇವೆ. ಇಡೀ ದೇಶದಲ್ಲಿ ಡಾ. ಶ್ರೀ ಶಿವಕುಮಾರ ಸ್ವಾಮೀಜಿಯವರ ರೀತಿಯ ವ್ಯಕ್ತಿ, ಎಲ್ಲೂ ಬಡ ಮಕ್ಕಳಿಗೆ ಅನ್ನ ದಾಸೋಹ, ವಿದ್ಯಾದಾನ ಮಾಡುವ ದೊಡ್ಡ ಕೆಲಸ <box>672 206 952 497</box>
teeka-comment: * ಬಹುಶಃ! ತಿಹಾರ್ ಜೈಲಿಗೆ ಹೊರಟ ಪ್ರಥಮ ಮುಖ್ಯಮಂತ್ರಿ ಇರಬೇಕು!? <box>423 717 658 749</box>
rashi-title: ಇಂದಿನ ರಾಶಿ ಭವಿಷ್ಯ <box>87 1119 401 1146</box>
article1-headline-line2: ಕೇಂದ್ರ ಸರ್ಕಾರ ನೀಡಬೇಕು –ಗೃಹ ಸಚಿವ ಡಾ. ಜಿ. ಪರಮೇಶ್ವರ್ <box>672 154 1334 192</box>
shubha-time: 03.40 PM to 05.12 PM <box>152 852 336 870</box>
rashi-sign: ಕನ್ಯಾ <box>244 1177 322 1193</box>
rashi-sign: ಸಿಂಹ <box>87 1177 156 1193</box>
teeka-comment: * ಮಠಗಳು ಎಲೆಕ್ಷನ್‌ಗೆ ಎಂಟ್ರಿ ಆದಾಂಗಾತೂ!? <box>423 329 595 343</box>
birthday-celebration-photo-1 <box>81 1258 538 1463</box>
paramesh-visit-photo <box>959 211 1490 479</box>
author-photo <box>557 989 665 1104</box>
rashi-sign: ವೃಶ್ಚಿಕ <box>244 1193 322 1209</box>
rashi-prediction: ಸಂತೋಷ <box>156 1177 244 1193</box>
rashi-sign: ಮಿಥುನ <box>87 1162 156 1177</box>
page-label: ಪುಟ <box>90 69 106 90</box>
article3-col3: ಚಾಮರಾಜನಗರ, ಬೆಳಗಾವಿ, ಚಿತ್ರದುರ್ಗ ಅಭ್ಯರ್ಥಿಗಳಿಗೆ ಜೆಡಿ(ಯು) ಬೆಂಬಲ ಕೋರಿದ್ದಾರೆ. ಈ ವಿಚಾರವಾಗಿ ಏ.5ರಂದು ಬೆಂಗಳೂರಿನ ಜೆಡಿ(ಯು) ಕೇಂದ್ರ ಕಚೇರಿಯಲ್ಲಿ ಮಧ್ಯಾಹ್ನ 3 ಗಂಟೆಗೆ ರಾಜ್ಯ ಕಾರ್ಯಕಾರಿಣಿ ಸಭೆ ನಡೆಯಲಿದ್ದು ಜೆಡಿ(ಯು) ರಾಜ್ಯಾಧ್ಯಕ್ಷರಾದ ಮಹಿಮಾ ಜೆ. <box>1023 1431 1247 1523</box>
sunrise-time: 06.14 AM <box>87 709 245 726</box>
article1-col3: ಎಸ್.ಪಿ. ಮುದ್ದಹನುಮೇಗೌಡ ಅವರು ಏ. 4 ರಂದು ಅಧಿಕೃತವಾಗಿ ನಾಮಪತ್ರ ಸಲ್ಲಿಸಲಿದ್ದಾರೆ ಎಂದು ಅವರು ಹೇಳಿದರು. ಮುದ್ದಹನುಮೇಗೌಡರ ನಾಮಪತ್ರ ಸಲ್ಲಿಸುವ ದಿನದಂದು ಮುಖ್ಯಮಂತ್ರಿಗಳು, ಕೆಪಿಸಿಸಿ ಅಧ್ಯಕ್ಷರು ಬರುವ ಸಾಧ್ಯತೆ ಇದೆ. ಅದರ ನಂತರ ಅವರ ಕಾರ್ಯಕ್ರಮ ನಿಗದಿಯಾಗಿದ್ದು, ಎಲ್ಲಾ ನಾಯಕರು, ಮುಖಂಡರುಗಳು ಸಹ ಭಾಗವಹಿಸಲಿದ್ದಾರೆ ಎಂದರು. ಗೆಲುವಿನ ವಿಶ್ವಾಸ ತುಮಕೂರು ಲೋಕಸಭಾ ಕ್ಷೇತ್ರದಲ್ಲಿ ಮುದ್ದಹನುಮೇಗೌಡರ ಗೆಲುವು ನಿಶ್ಚಿತ. ಮುದ್ದಹನುಮೇಗೌಡರು ಸಜ್ಜನ ವ್ಯಕ್ತಿ, ಹಿಂದೆ ಶಾಸಕರಾಗಿ, ಸಂಸದರಾಗಿ ಉತ್ತಮವಾಗಿ ಕೆಲಸ ಮಾಡಿದ್ದಾರೆ. ಜನಮನ್ನಣೆಯನ್ನು ಗಳಿಸಿರುವ ವ್ಯಕ್ತಿ. ಹಾಗಾಗಿ ಅವರು ಗೆಲುವು ಸಾಧಿಸುತ್ತಾರೆ ಎಂಬ ವಿಶ್ವಾಸ ನಮಗೆ ಇದೆ ಎಂದರು. <box>1236 490 1490 701</box>
rashi-prediction: ಏರಿಕೆ <box>322 1193 401 1209</box>
divyavani-box <box>81 108 407 422</box>
rashi-sign: ಕರ್ಕಾಟಕ <box>244 1162 322 1177</box>
quote-line: ನಾನು ಮತ್ತಾವಪದವಿಯನೊಲ್ಲೆನಯ್ಯಾ <box>168 223 319 237</box>
